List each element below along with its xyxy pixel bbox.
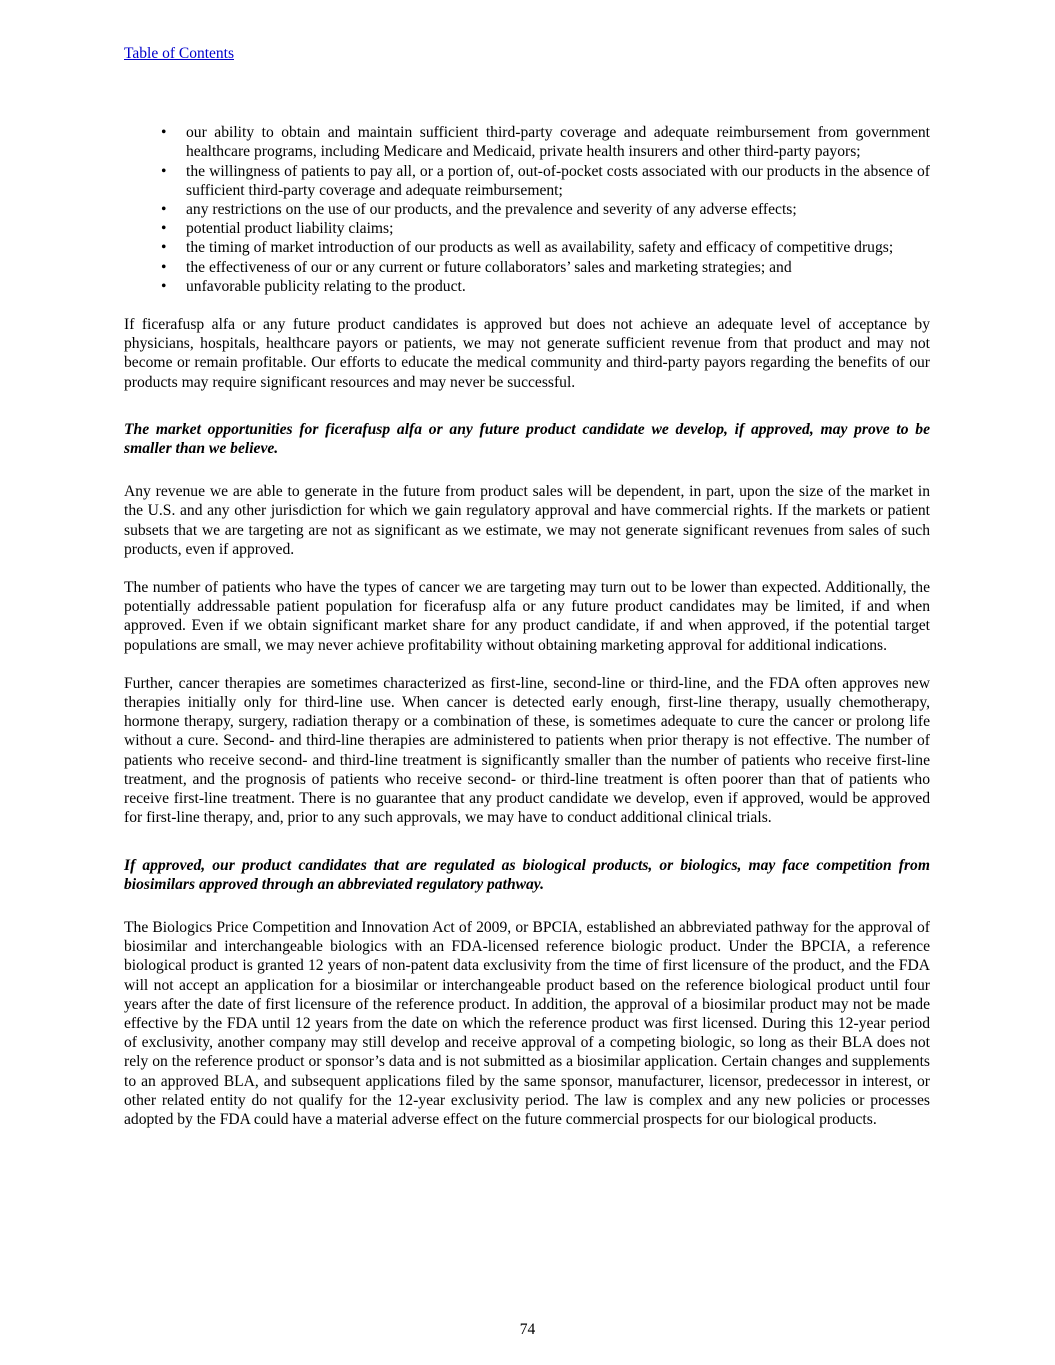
bullet-item <box>124 238 930 257</box>
paragraph-patient-population: The number of patients who have the types of cancer we are targeting may turn out to be lower than expected. Additionally, the potentially addressable patient population for ficerafusp alfa or any future product candidates may be limited, if and when approved. Even if we obtain significant market share for any product candidate, if and when approved, if the potential target populations are small, we may never achieve profitability without obtaining marketing approval for additional indications. <box>124 579 930 654</box>
bullet-marker: • <box>161 239 167 257</box>
bullet-list <box>124 123 930 296</box>
paragraph-bpcia: The Biologics Price Competition and Innovation Act of 2009, or BPCIA, established an abbreviated pathway for the approval of biosimilar and interchangeable biologics with an FDA-licensed reference biologic product. Under the BPCIA, a reference biological product is granted 12 years of non-patent data exclusivity from the time of first licensure of the product, and the FDA will not accept an application for a biosimilar or interchangeable product based on the reference biological product until four years after the date of first licensure of the reference product. In addition, the approval of a biosimilar product may not be made effective by the FDA until 12 years from the date on which the reference product was first licensed. During this 12-year period of exclusivity, another company may still develop and receive approval of a competing biologic, so long as their BLA does not rely on the reference product or sponsor’s data and is not submitted as a biosimilar application. Certain changes and supplements to an approved BLA, and subsequent applications filed by the same sponsor, manufacturer, licensor, predecessor in interest, or other related entity do not qualify for the 12-year exclusivity period. The law is complex and any new policies or processes adopted by the FDA could have a material adverse effect on the future commercial prospects for our biological products. <box>124 918 930 1128</box>
section-heading-biosimilar-competition: If approved, our product candidates that are regulated as biological products, or biologics, may face competition from biosimilars approved through an abbreviated regulatory pathway. <box>124 856 930 893</box>
paragraph-cancer-therapy-lines: Further, cancer therapies are sometimes characterized as first-line, second-line or third-line, and the FDA often approves new therapies initially only for third-line use. When cancer is detected early enough, first-line therapy, usually chemotherapy, hormone therapy, surgery, radiation therapy or a combination of these, is sometimes adequate to cure the cancer or prolong life without a cure. Second- and third-line therapies are administered to patients when prior therapy is not effective. The number of patients who receive second- and third-line treatment is significantly smaller than the number of patients who receive first-line treatment, and the prognosis of patients who receive second- or third-line treatment is often poorer than that of patients who receive first-line treatment. There is no guarantee that any product candidate we develop, even if approved, would be approved for first-line therapy, and, prior to any such approvals, we may have to conduct additional clinical trials. <box>124 674 930 827</box>
bullet-text: the timing of market introduction of our products as well as availability, safety and efficacy of competitive drugs; <box>186 239 894 257</box>
bullet-text: the effectiveness of our or any current or future collaborators’ sales and marketing strategies; and <box>186 258 792 276</box>
bullet-item <box>124 277 930 296</box>
bullet-text: any restrictions on the use of our products, and the prevalence and severity of any adverse effects; <box>186 201 797 219</box>
bullet-marker: • <box>161 258 167 276</box>
bullet-item <box>124 123 930 161</box>
bullet-item <box>124 162 930 200</box>
bullet-text: unfavorable publicity relating to the product. <box>186 277 466 295</box>
bullet-text: potential product liability claims; <box>186 220 394 238</box>
page-content <box>124 123 930 1129</box>
paragraph-acceptance-risk: If ficerafusp alfa or any future product candidates is approved but does not achieve an adequate level of acceptance by physicians, hospitals, healthcare payors or patients, we may not generate sufficient revenue from that product and may not become or remain profitable. Our efforts to educate the medical community and third-party payors regarding the benefits of our products may require significant resources and may never be successful. <box>124 316 930 391</box>
bullet-text: our ability to obtain and maintain sufficient third-party coverage and adequate reimbursement from government healthcare programs, including Medicare and Medicaid, private health insurers and other third-party payors; <box>186 124 930 161</box>
bullet-marker: • <box>161 220 167 238</box>
bullet-marker: • <box>161 124 167 142</box>
bullet-item <box>124 258 930 277</box>
paragraph-revenue-dependence: Any revenue we are able to generate in the future from product sales will be dependent, in part, upon the size of the market in the U.S. and any other jurisdiction for which we gain regulatory approval and have commercial rights. If the markets or patient subsets that we are targeting are not as significant as we estimate, we may not generate significant revenues from sales of such products, even if approved. <box>124 483 930 558</box>
bullet-marker: • <box>161 162 167 180</box>
bullet-marker: • <box>161 201 167 219</box>
bullet-item <box>124 219 930 238</box>
section-heading-market-opportunities: The market opportunities for ficerafusp alfa or any future product candidate we develop, if approved, may prove to be smaller than we believe. <box>124 420 930 458</box>
page-number: 74 <box>519 1320 536 1338</box>
table-of-contents-link[interactable]: Table of Contents <box>124 45 234 62</box>
bullet-item <box>124 200 930 219</box>
bullet-text: the willingness of patients to pay all, or a portion of, out-of-pocket costs associated with our products in the absence of sufficient third-party coverage and adequate reimbursement; <box>186 162 930 199</box>
bullet-marker: • <box>161 277 167 295</box>
